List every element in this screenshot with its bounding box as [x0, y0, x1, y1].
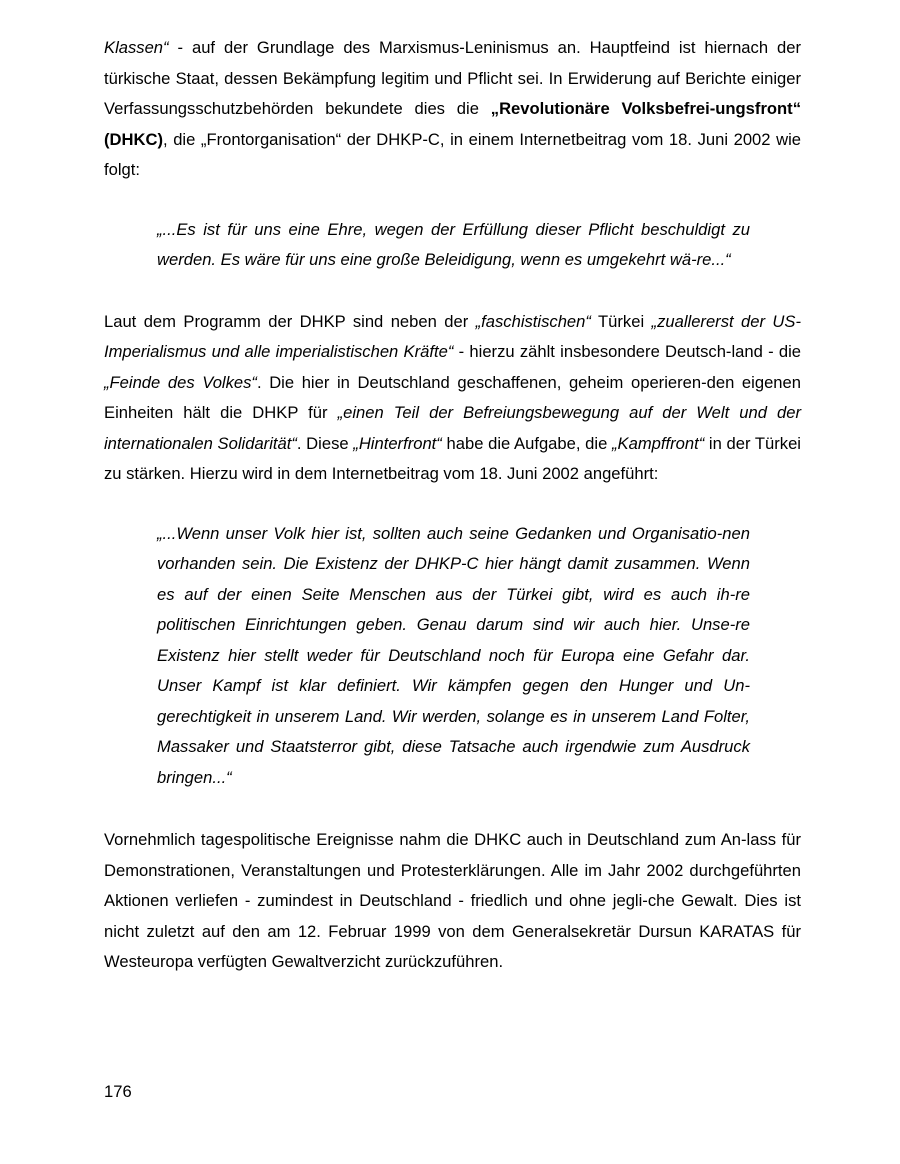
spacer [104, 490, 801, 519]
document-page [104, 33, 801, 978]
paragraph-2-italic-2: „zuallererst der US-Imperialismus und alle imperialistischen Kräfte“ [104, 311, 801, 361]
paragraph-1-bold-dhkc: „Revolutionäre Volksbefrei-ungsfront“ (DHKC) [104, 99, 801, 149]
paragraph-2-italic-3: „Feinde des Volkes“ [104, 372, 257, 392]
paragraph-2-text-3: - hierzu zählt insbesondere Deutsch-land - die [453, 342, 802, 361]
paragraph-2-italic-1: „faschistischen“ [475, 311, 591, 331]
spacer [104, 186, 801, 215]
paragraph-2-text-1: Laut dem Programm der DHKP sind neben der [104, 311, 476, 331]
paragraph-1 [104, 33, 801, 186]
paragraph-3: Vornehmlich tagespolitische Ereignisse nahm die DHKC auch in Deutschland zum An-lass für Demonstrationen, Veranstaltungen und Protesterklärungen. Alle im Jahr 2002 durchgeführten Aktionen verliefen - zumindest in Deutschland - friedlich und ohne jegli-che Gewalt. Dies ist nicht zuletzt auf den am 12. Februar 1999 von dem Generalsekretär Dursun KARATAS für Westeuropa verfügten Gewaltverzicht zurückzuführen. [104, 830, 801, 971]
paragraph-2-italic-6: „Kampffront“ [612, 433, 705, 453]
quote-1: „...Es ist für uns eine Ehre, wegen der Erfüllung dieser Pflicht beschuldigt zu werden. Es wäre für uns eine große Beleidigung, wenn es umgekehrt wä-re...“ [157, 219, 750, 269]
quote-2: „...Wenn unser Volk hier ist, sollten auch seine Gedanken und Organisatio-nen vorhanden sein. Die Existenz der DHKP-C hier hängt damit zusammen. Wenn es auf der einen Seite Menschen aus der Türkei gibt, wird es auch ih-re politischen Einrichtungen geben. Genau darum sind wir auch hier. Unse-re Existenz hier stellt weder für Deutschland noch für Europa eine Gefahr dar. Unser Kampf ist klar definiert. Wir kämpfen gegen den Hunger und Un-gerechtigkeit in unserem Land. Wir werden, solange es in unserem Land Folter, Massaker und Staatsterror gibt, diese Tatsache auch irgendwie zum Ausdruck bringen...“ [157, 523, 750, 787]
page-number: 176 [104, 1082, 132, 1101]
paragraph-2-text-6: habe die Aufgabe, die [441, 433, 612, 453]
paragraph-2-text-5: . Diese [296, 433, 354, 453]
paragraph-2 [104, 307, 801, 490]
paragraph-2-text-7: in der Türkei zu stärken. Hierzu wird in dem Internetbeitrag vom 18. Juni 2002 angeführt: [104, 433, 801, 483]
spacer [104, 793, 801, 825]
paragraph-1-text-b: , die „Frontorganisation“ der DHKP-C, in einem Internetbeitrag vom 18. Juni 2002 wie folgt: [104, 129, 801, 179]
paragraph-2-italic-4: „einen Teil der Befreiungsbewegung auf der Welt und der internationalen Solidarität“ [104, 403, 802, 453]
paragraph-2-text-2: Türkei [590, 311, 652, 331]
paragraph-2-italic-5: „Hinterfront“ [353, 433, 442, 453]
paragraph-2-text-4: . Die hier in Deutschland geschaffenen, geheim operieren-den eigenen Einheiten hält die DHKP für [104, 372, 801, 422]
paragraph-1-text-a: - auf der Grundlage des Marxismus-Leninismus an. Hauptfeind ist hiernach der türkische Staat, dessen Bekämpfung legitim und Pflicht sei. In Erwiderung auf Berichte einiger Verfassungsschutzbehörden bekundete dies die [104, 38, 801, 118]
spacer [104, 276, 801, 307]
paragraph-1-italic-klassen: Klassen“ [104, 38, 169, 57]
